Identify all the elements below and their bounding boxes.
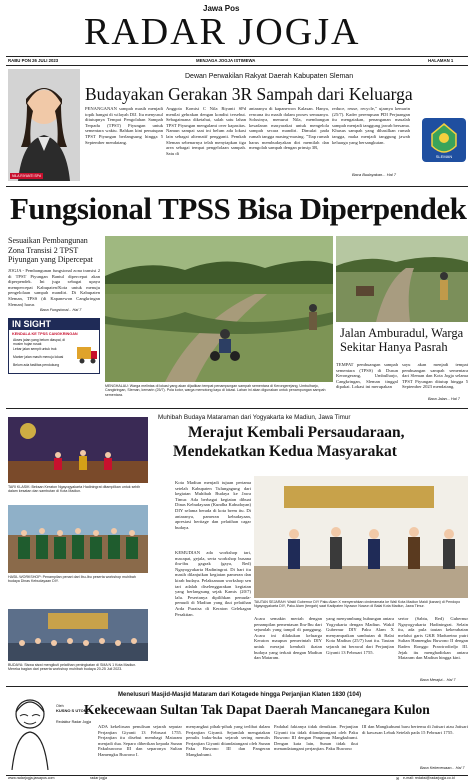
footer-email[interactable]: e-mail: redaksi@radarjogja.co.id: [403, 776, 455, 780]
bottom-col2: menyangkut pihak-pihak yang terlibat dalam Perjanjian Giyanti. Sejumlah mengatakan penulis buku-buku sejarah sering menulis Perjanjian Giyanti ditandatangani oleh Sunan Paku Buwono III dan Pangeran Mangkubumi.: [186, 724, 270, 757]
masthead-title: RADAR JOGJA: [84, 11, 361, 53]
story1-col3: antaranya di kapanewon Kalasan. Hanya, rencana itu masih dalam proses semuanya. Solusinya, menurut Nila, membangun kesadaran masyarakat untuk mengelola sampah secara mandiri. Dimulai pada rumah tangga masing-masing. "Tiap rumah harus membudayakan diri memilah dan mengolah sampah dengan prinsip 3R,: [249, 106, 329, 151]
story1-col1: PENANGANAN sampah masih menjadi topik hangat di wilayah DIJ. Itu menyusul ditutupnya Tempat Pengolahan Sampah Terpadu (TPST) Piyungan untuk sementara waktu. Bahkan kini penutupan TPST Piyungan berlangsung hingga 5 September mendatang.: [85, 106, 163, 145]
lead-intro: JOGJA - Pembangunan fungsional zona transisi 2 di TPST Piyungan Bantul dipercepat akan diperpendek. Ini juga sebagai upaya mempercepat Kabupaten/Kota untuk menuju pengelolaan sampah mandiri. Di Kabupaten Sleman, TPSS (di Kapanewon Cangkringan Sleman) harus: [8, 268, 100, 307]
footer-website[interactable]: www.radarjogja.jawapos.com: [8, 776, 55, 780]
culture-body-b: KEMUDIAN ada workshop tari, macapat, gejala, serta workshop busana ibu-ibu gagrak (gaya, Red) Ngayogyakarta Hadiningrat. Di hari itu masih dilanjutkan kegiatan pameran dan kirab budaya. Pelaksanaan workshop sen tari adalah diselenggarakan kegiatan yang berlangsung sejak Kamis (20/7) lalu. Pesertanya dipilihkan pemuda-pemudi di Madiun yang ikut pelatihan Arda Puraisa di Keraton Gelekagan Pesaktian.: [175, 550, 251, 617]
columnist-sketch: [8, 690, 52, 770]
culture-headline-1: Merajut Kembali Persaudaraan,: [188, 424, 405, 441]
culture-more[interactable]: Baca Merajut... Hal 7: [420, 678, 456, 682]
bottom-kicker: Menelusuri Masjid-Masjid Mataram dari Kotagede hingga Perjanjian Klaten 1830 (104): [118, 692, 362, 698]
truck-icon: [75, 337, 99, 371]
mail-icon: ✉: [396, 776, 400, 781]
masthead-rule-2: [6, 65, 468, 66]
hall-scene: [8, 609, 148, 661]
lead-photo-caption: MENGHALAU: Warga melintas di lokasi yang akan dijadikan tempat penampungan sampah sementara di Kerongerejang, Umbulharjo, Cangkringan, Sleman, kemarin (25/7). Pola kotor, warga memotong kayu di lokasi. Lahan ini akan digunakan untuk penampungan sampah sementara.: [105, 384, 326, 397]
culture-body-d: yang menyambung hubungan antara Yogyakarta dengan Madiun. Wakil Gubernur DIY Paku Alam X menyampaikan sambutan di Balai Kota Madiun (25/7) hari itu. Tautan sejarah ini berawal dari Perjanjian Giyanti 13 Februari 1755.: [326, 616, 394, 655]
culture-cap-1: TARI KLASIK: Beksan Keraton Ngayogyakarta Hadiningrat ditampilkan untuk sebih dalam kesatan dan sambutan di Kota Madiun.: [8, 485, 141, 494]
sleman-logo: [422, 118, 466, 162]
photo-label: NILA RIYANTI SPd: [12, 174, 41, 178]
footer-social[interactable]: radar jogja: [90, 776, 107, 780]
bottom-headline: Kekecewaan Sultan Tak Dapat Daerah Mancanegara Kulon: [84, 702, 430, 717]
sleman-emblem-icon: [422, 118, 466, 162]
section-rule-1: [6, 186, 468, 187]
portrait-figure: [8, 69, 80, 181]
culture-headline-2: Mendekatkan Kedua Masyarakat: [173, 443, 397, 460]
insight-label: IN SIGHT: [9, 319, 99, 330]
section-rule-2: [6, 408, 468, 409]
byline-role: Redaktur Radar Jogja: [56, 720, 91, 724]
side-headline: Jalan Amburadul, Warga Sekitar Hanya Pasrah: [340, 326, 464, 354]
lead-photo: [105, 236, 333, 382]
ceremony-scene: [254, 476, 468, 598]
byline-name: KUSNO S UTOMO: [56, 708, 91, 713]
svg-text:SLEMAN: SLEMAN: [435, 154, 453, 159]
bottom-more[interactable]: Baca Kekecewaan... Hal 7: [420, 766, 465, 770]
culture-body-c: Acara semakin meriah dengan penampilan pementasan Ibu-Ibu dari sejumlah yang tampil di panggung. Acara ini dilakukan keluarga Keraton maupun pemerintah DIY untuk merajut kembali ikatan budaya yang terkait dengan Madiun dan Mataram.: [254, 616, 322, 661]
side-col2: sayu akan menjadi tempat pembuangan sampah sementara dari Sleman dan Kota Jogja selama TPST Piyungan ditutup hingga 5 September 2023 mendatang.: [402, 362, 468, 390]
side-photo: [336, 236, 468, 322]
culture-photo-1: [8, 417, 148, 483]
lead-headline: Fungsional TPSS Bisa Diperpendek: [10, 191, 467, 226]
lead-sub-headline: Sesuaikan Pembangunan Zona Transisi 2 TPST Piyungan yang Dipercepat: [8, 236, 93, 264]
dprd-photo: [8, 69, 80, 181]
culture-photo-3: [8, 609, 148, 661]
culture-photo-4: [254, 476, 468, 598]
culture-photo-2: [8, 505, 148, 573]
masthead-rule: [6, 56, 468, 57]
story1-headline: Budayakan Gerakan 3R Sampah dari Keluarga: [85, 84, 413, 104]
culture-cap-3: BUDAYA: Siswa siswi mengikuti pelatihan peningkatan di SMA N 1 Kota Madiun. Mereka bagian dari peserta workshop muhibah budaya 20-25 Juli 2023.: [8, 663, 137, 672]
byline-label: Oleh: [56, 704, 64, 708]
tagline: MENJAGA JOGJA ISTIMEWA: [196, 58, 256, 63]
issue-date: RABU PON 26 JULI 2023: [8, 58, 59, 63]
culture-kicker: Muhibah Budaya Mataraman dari Yogyakarta ke Madiun, Jawa Timur: [158, 414, 351, 421]
insight-item-4: Belum ada fasilitas pendukung: [13, 363, 60, 367]
bottom-col3: Padahal faktanya tidak demikian. Perjanjian Giyanti itu tidak ditandatangani oleh Paku Buwono III dengan Pangeran Mangkubumi. Dengan kata lain, Sunan tidak ikut menandatangani perjanjian. Paku Buwono: [274, 724, 358, 752]
road-scene: [336, 236, 468, 322]
story1-col4: reduce, reuse, recycle," ujarnya kemarin (25/7). Kader perempuan PDI Perjuangan itu mengatakan, penanganan masalah sampah menjadi tanggung jawab bersama. Khusus sampah yang dihasilkan rumah tangga, maka menjadi tanggung jawab keluarga yang bersangkutan.: [332, 106, 410, 145]
bottom-col1: ADA kekeliruan penulisan sejarah seputar Perjanjian Giyanti 13 Februari 1755. Perjanjian itu disebut membagi Mataram menjadi dua. Separo diberikan kepada Sunan Pakubuwono III dan separonya Sultan Hamengku Buwono I.: [98, 724, 182, 757]
story1-col2: Anggota Komisi C Nila Riyanti SPd menilai gebrakan dengan kondisi tersebut. Sebagaimana diketahui, salah satu lahan TPST Piyungan mengalami over kapasitas. Namun sampai saat ini belum ada lokasi lain sebagai alternatif pengganti. Pemkab Sleman sebenarnya telah menyiapkan tiga area sebagai tempat pengelolaan sampah. Satu di: [166, 106, 246, 156]
insight-item-3: Marker jalan masih menuju lokasi: [13, 355, 64, 359]
lead-more[interactable]: Baca Fungsional... Hal 7: [40, 308, 82, 312]
story1-more[interactable]: Baca Budayakan... Hal 7: [352, 172, 397, 177]
culture-body-a: Kota Madiun menjadi tujuan pertama setelah Kabupaten Tulungagung dari kegiatan Muhibah Budaya ke Jawa Timur. Ada berbagai kegiatan dibuat Dinas Kebudayaan (Kundha Kabudayan) DIY selama berada di kota brem itu. Di antaranya, pameran kebudayaan, apresiasi heritage dan pelatihan cagar budaya.: [175, 480, 251, 530]
culture-body-e: sertor (Sabtu, Red) Gubernur Ngayogyakarta Hadiningrat. Selain itu, ada pula tautan kekerabatan melalui garis GKR Maduretno putri Sultan Hamengku Buwono II dengan Raden Ronggo Prawirodirdjo III. Jejak itu menghadirkan antara Mataram dan Madiun hingga kini.: [398, 616, 468, 661]
bottom-col4: III dan Mangkubumi baru bertemu di Jatisari atau Jatisari di kawasan Lebak Setelah pada 15 Februari 1755.: [362, 724, 468, 735]
insight-item-1: Akses jalan yang belum diaspal, di musim hujan rusak: [13, 338, 66, 346]
culture-cap-2: HASIL WORKSHOP: Penampilan penari dari Ibu-Ibu peserta workshop muhibah budaya Dinas Kebudayaan DIY.: [8, 575, 136, 584]
story1-kicker: Dewan Perwakilan Rakyat Daerah Kabupaten Sleman: [185, 73, 354, 80]
brand-label: Jawa Pos: [203, 4, 240, 13]
section-rule-3: [6, 686, 468, 687]
insight-head: KENDALA KE TPSS CANGKRINGAN: [12, 332, 78, 336]
side-col1: TEMPAT pembuangan sampah sementara (TPSS) di Dusun Kerongerang, Umbulharjo, Cangkringan, Sleman tinggal dipakai. Lokasi ini merupakan: [336, 362, 398, 390]
insight-item-2: Lebar jalan sempit untuk truk: [13, 347, 57, 351]
field-scene: [105, 236, 333, 382]
stage-dance-scene: [8, 417, 148, 483]
culture-cap-4: TAUTAN SEJARAH: Wakil Gubernur DIY Paku Alam X menyerahkan cinderamata ke Wali Kota Madiun Maidi (kanan) di Pendopo Ngayogyakarta DIY, Paku Alam (tengah) saat Kadipaten Nyuwun Nuwun di Balai Kota Madiun, Jawa Timur.: [254, 600, 461, 609]
insight-box: [8, 318, 100, 374]
side-more[interactable]: Baca Jalan... Hal 7: [428, 397, 460, 401]
page-number: HALAMAN 1: [428, 58, 454, 63]
workshop-scene: [8, 505, 148, 573]
columnist-portrait-icon: [8, 690, 52, 770]
